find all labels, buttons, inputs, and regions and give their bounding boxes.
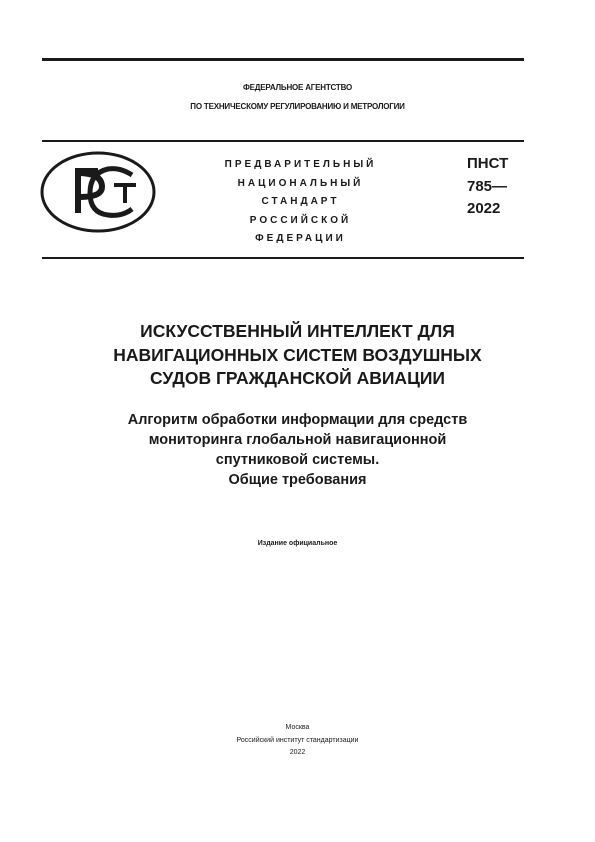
document-subtitle-line: Общие требования xyxy=(228,472,367,488)
standard-code xyxy=(467,153,508,221)
gost-r-emblem-icon xyxy=(40,151,156,233)
document-title-line: СУДОВ ГРАЖДАНСКОЙ АВИАЦИИ xyxy=(149,368,446,388)
standard-type-block xyxy=(193,156,408,249)
standard-type-line: ПРЕДВАРИТЕЛЬНЫЙ xyxy=(224,159,377,170)
top-rule xyxy=(42,58,524,61)
document-subtitle-line: Алгоритм обработки информации для средств xyxy=(127,412,468,428)
imprint-city: Москва xyxy=(285,724,310,731)
agency-name-line2: ПО ТЕХНИЧЕСКОМУ РЕГУЛИРОВАНИЮ И МЕТРОЛОГИИ xyxy=(190,102,405,111)
document-subtitle-line: мониторинга глобальной навигационной xyxy=(148,432,447,448)
standard-type-line: НАЦИОНАЛЬНЫЙ xyxy=(237,177,364,189)
middle-rule xyxy=(42,140,524,142)
standard-type-line: ФЕДЕРАЦИИ xyxy=(255,233,346,244)
document-title-line: ИСКУССТВЕННЫЙ ИНТЕЛЛЕКТ ДЛЯ xyxy=(140,321,455,341)
edition-note: Издание официальное xyxy=(257,540,338,547)
document-title xyxy=(0,320,595,391)
standard-type-line: РОССИЙСКОЙ xyxy=(249,214,352,226)
standard-type-line: СТАНДАРТ xyxy=(261,196,340,207)
document-title-line: НАВИГАЦИОННЫХ СИСТЕМ ВОЗДУШНЫХ xyxy=(113,344,482,365)
standard-code-prefix: ПНСТ xyxy=(467,155,509,172)
imprint-publisher: Российский институт стандартизации xyxy=(236,736,359,744)
imprint-year: 2022 xyxy=(289,749,306,756)
standard-code-year: 2022 xyxy=(467,200,501,217)
imprint xyxy=(0,722,595,760)
document-subtitle xyxy=(0,410,595,490)
standard-code-number: 785— xyxy=(467,177,508,195)
agency-name-line1: ФЕДЕРАЛЬНОЕ АГЕНТСТВО xyxy=(242,83,352,92)
lower-rule xyxy=(42,257,524,259)
document-subtitle-line: спутниковой системы. xyxy=(215,452,380,468)
